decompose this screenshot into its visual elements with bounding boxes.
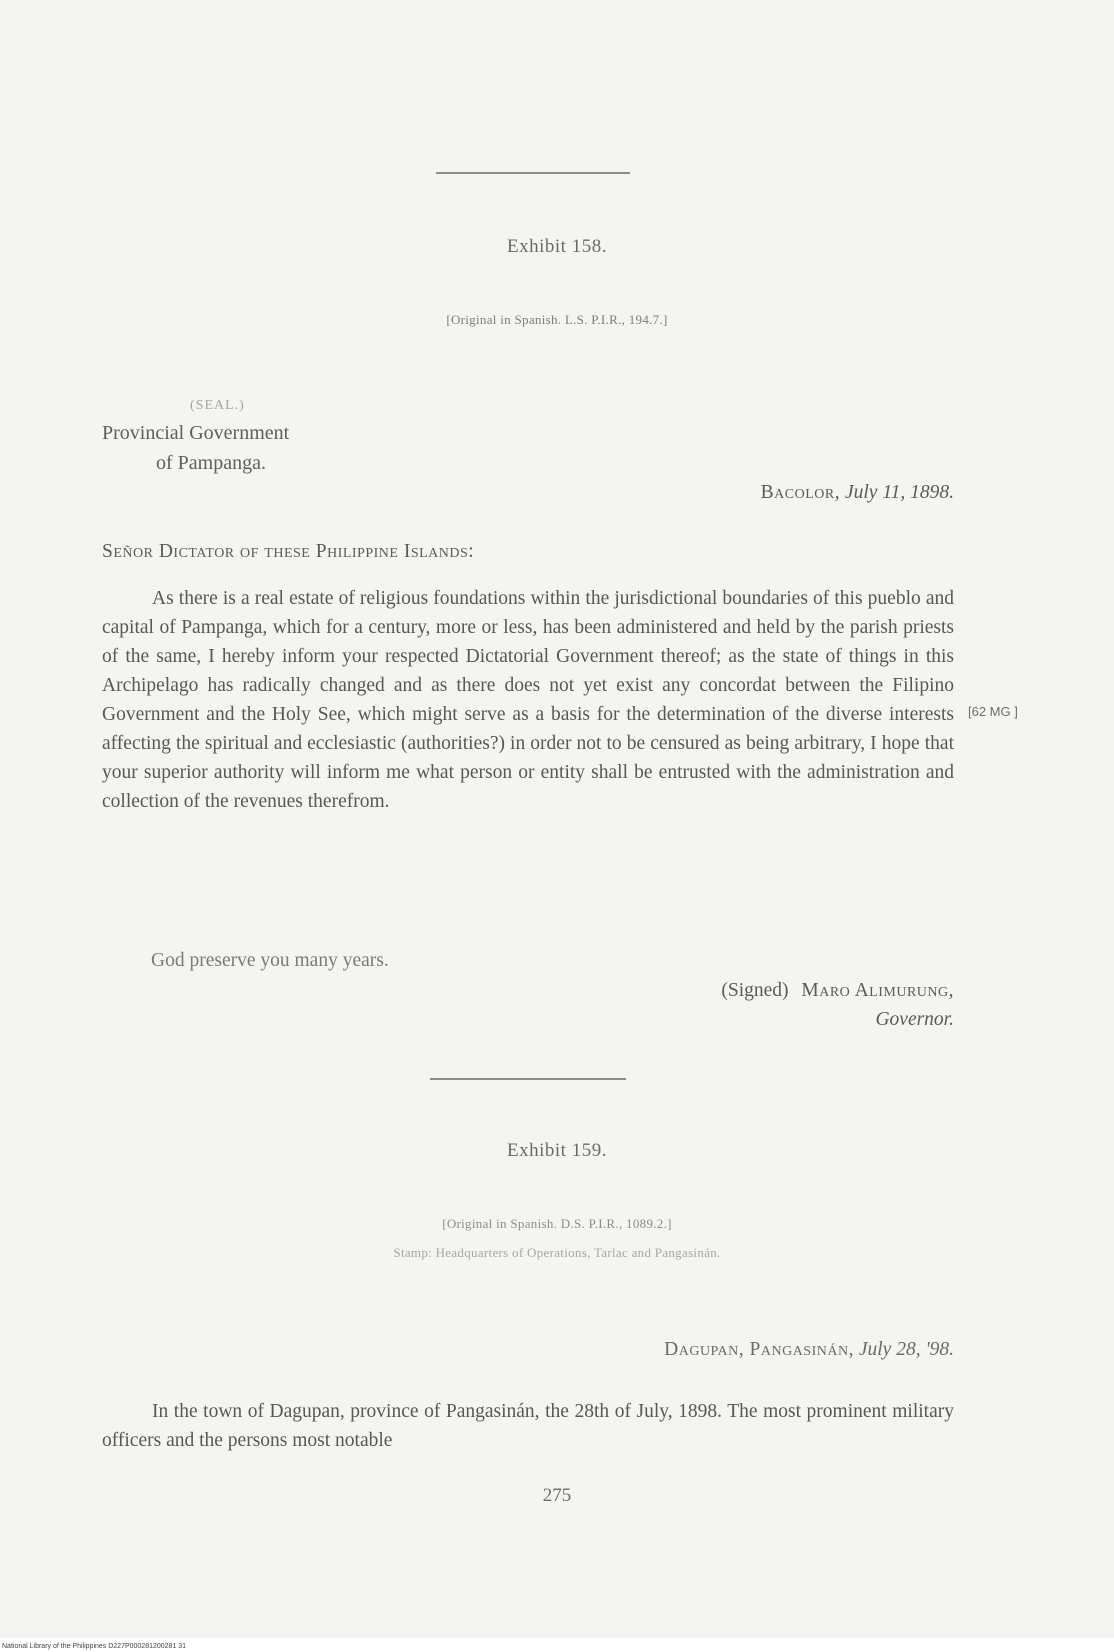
dateline-158 <box>761 482 954 504</box>
margin-page-note: [62 MG ] <box>968 704 1018 719</box>
seal-mark: (SEAL.) <box>190 398 245 413</box>
place-158: Bacolor, <box>760 482 841 503</box>
exhibit-158-body <box>102 584 954 816</box>
stamp-note: Stamp: Headquarters of Operations, Tarlac and Pangasinán. <box>393 1245 721 1260</box>
closing-line: God preserve you many years. <box>151 950 389 971</box>
date-158: July 11, 1898. <box>844 482 954 503</box>
org-line-2: of Pampanga. <box>156 452 266 474</box>
page-number: 275 <box>542 1485 572 1506</box>
library-footer: National Library of the Philippines D227P000281200281 31 <box>2 1643 187 1650</box>
body-paragraph: As there is a real estate of religious foundations within the jurisdictional boundaries of this pueblo and capital of Pampanga, which for a century, more or less, has been administered and held by the parish priests of the same, I hereby inform your respected Dictatorial Government thereof; as the state of things in this Archipelago has radically changed and as there does not yet exist any concordat between the Filipino Government and the Holy See, which might serve as a basis for the determination of the diverse interests affecting the spiritual and ecclesiastic (authorities?) in order not to be censured as being arbitrary, I hope that your superior authority will inform me what person or entity shall be entrusted with the administration and collection of the revenues therefrom. <box>102 588 954 812</box>
place-159: Dagupan, Pangasinán, <box>664 1339 854 1360</box>
dateline-159 <box>664 1339 954 1361</box>
org-line-1: Provincial Government <box>102 422 290 444</box>
exhibit-159-source-note: [Original in Spanish. D.S. P.I.R., 1089.2.] <box>442 1216 672 1231</box>
signer-title: Governor. <box>875 1009 954 1030</box>
body-paragraph: In the town of Dagupan, province of Pangasinán, the 28th of July, 1898. The most prominent military officers and the persons most notable <box>102 1401 954 1451</box>
footer-strip <box>0 1638 1114 1652</box>
salutation: Señor Dictator of these Philippine Islands: <box>102 541 475 562</box>
exhibit-159-body <box>102 1397 954 1455</box>
exhibit-158-title: Exhibit 158. <box>507 236 607 257</box>
exhibit-158-source-note: [Original in Spanish. L.S. P.I.R., 194.7.] <box>446 312 668 327</box>
date-159: July 28, '98. <box>858 1339 954 1360</box>
exhibit-159-title: Exhibit 159. <box>507 1140 607 1161</box>
signer-name: Maro Alimurung, <box>801 980 954 1001</box>
section-divider <box>430 1078 626 1080</box>
signed-label: (Signed) <box>721 980 789 1001</box>
signature-line <box>721 980 954 1002</box>
section-divider <box>436 172 630 174</box>
